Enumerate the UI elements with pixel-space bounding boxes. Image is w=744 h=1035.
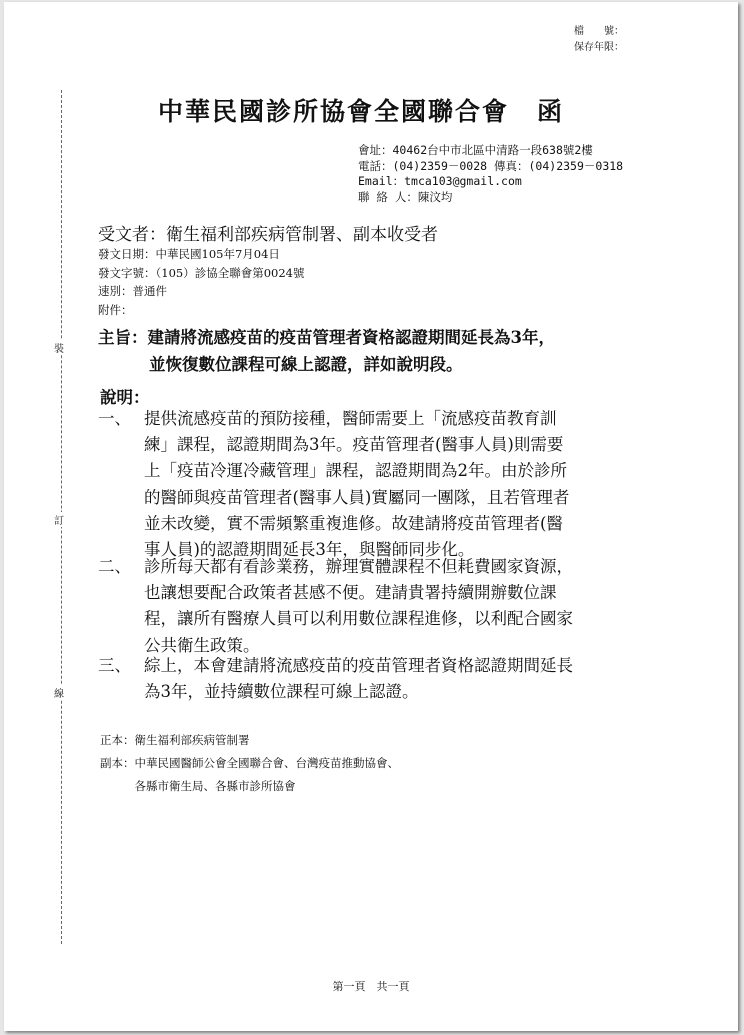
item-number: 三、: [98, 656, 131, 675]
explanation-label: 說明：: [100, 388, 150, 407]
document-page: [4, 2, 738, 1031]
original-recipient: 正本：衛生福利部疾病管制署: [100, 733, 250, 747]
subject-block: [98, 324, 555, 378]
item-line: 上「疫苗冷運冷藏管理」課程，認證期間為2年。由於診所: [144, 461, 567, 481]
item-line: 診所每天都有看診業務，辦理實體課程不但耗費國家資源，: [144, 557, 573, 576]
item-line: 的醫師與疫苗管理者(醫事人員)實屬同一團隊，且若管理者: [144, 487, 570, 507]
item-line: 公共衛生政策。: [144, 635, 260, 655]
copy-recipients-line-2: 各縣市衛生局、各縣市診所協會: [100, 779, 296, 793]
item-line: 事人員)的認證期間延長3年，與醫師同步化。: [144, 540, 475, 560]
retention-period-label: 保存年限：: [574, 42, 624, 53]
speed-class: 速別：普通件: [98, 284, 167, 298]
item-line: 綜上，本會建請將流感疫苗的疫苗管理者資格認證期間延長: [144, 656, 573, 675]
attachment-label: 附件：: [98, 302, 133, 317]
binding-char-zhuang: 裝: [54, 340, 64, 355]
item-line: 並未改變，實不需頻繁重複進修。故建請將疫苗管理者(醫: [144, 513, 563, 533]
org-name: 中華民國診所協會全國聯合會: [158, 97, 510, 126]
item-number: 一、: [98, 409, 131, 428]
copy-recipients-line-1: 副本：中華民國醫師公會全國聯合會、台灣疫苗推動協會、: [100, 756, 399, 770]
item-line: 提供流感疫苗的預防接種，醫師需要上「流感疫苗教育訓: [144, 409, 557, 428]
recipient-line: 受文者：衛生福利部疾病管制署、副本收受者: [98, 225, 438, 245]
file-number-label: 檔 號：: [574, 26, 624, 37]
contact-block: [358, 143, 623, 205]
contact-address: 會址：40462台中市北區中清路一段638號2樓: [358, 143, 593, 157]
reference-number: 發文字號：（105）診協全聯會第0024號: [98, 265, 305, 280]
item-line: 練」課程，認證期間為3年。疫苗管理者(醫事人員)則需要: [144, 435, 564, 455]
item-number: 二、: [98, 557, 131, 576]
item-line: 程，讓所有醫療人員可以利用數位課程進修，以利配合國家: [144, 609, 573, 629]
issue-date: 發文日期：中華民國105年7月04日: [98, 247, 280, 261]
subject-line-1: 主旨：建請將流感疫苗的疫苗管理者資格認證期間延長為3年，: [98, 328, 555, 347]
contact-phone: 電話：(04)2359－0028 傳真：(04)2359－0318: [358, 158, 624, 173]
page-footer: 第一頁 共一頁: [332, 980, 410, 993]
item-line: 也讓想要配合政策者甚感不便。建請貴署持續開辦數位課: [144, 583, 557, 603]
subject-line-2: 並恢復數位課程可線上認證，詳如說明段。: [149, 355, 463, 374]
binding-char-xian: 線: [54, 685, 64, 700]
distribution-block: [100, 732, 399, 794]
document-title: [158, 92, 564, 128]
contact-email: Email：tmca103@gmail.com: [358, 174, 522, 188]
binding-char-ding: 訂: [54, 512, 64, 527]
item-line: 為3年，並持續數位課程可線上認證。: [144, 682, 419, 702]
meta-block: [98, 245, 304, 319]
contact-person: 聯 絡 人：陳汶均: [358, 189, 453, 204]
doc-kind: 函: [537, 97, 565, 126]
